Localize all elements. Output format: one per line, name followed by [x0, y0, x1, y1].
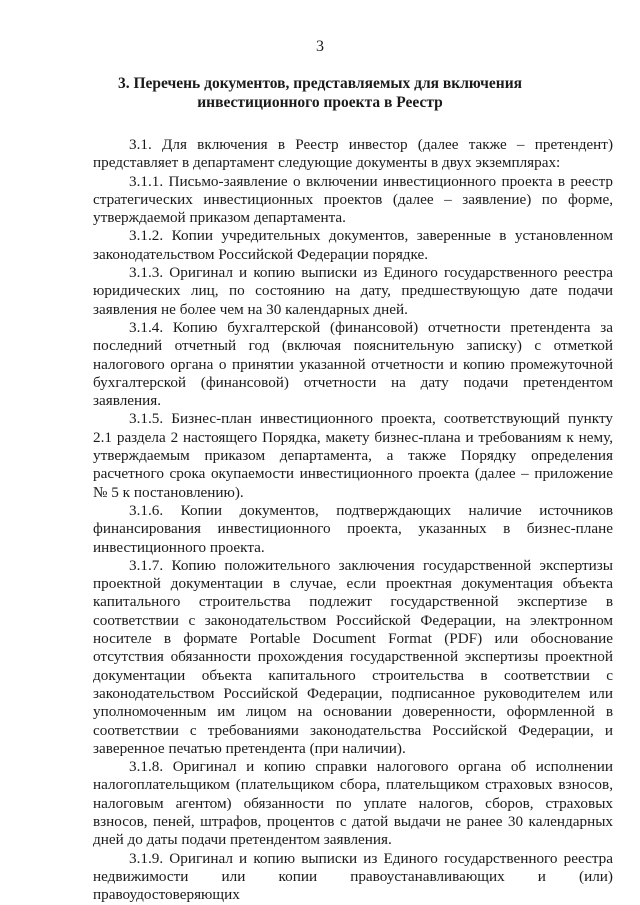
section-heading: 3. Перечень документов, представляемых для включения инвестиционного проекта в Реестр: [117, 75, 523, 111]
paragraph-3-1-1: 3.1.1. Письмо-заявление о включении инвестиционного проекта в реестр стратегических инвестиционных проектов (далее – заявление) по форме, утверждаемой приказом департамента.: [93, 172, 613, 227]
paragraph-3-1-3: 3.1.3. Оригинал и копию выписки из Единого государственного реестра юридических лиц, по состоянию на дату, предшествующую дате подачи заявления не более чем на 30 календарных дней.: [93, 264, 613, 318]
document-body: [93, 136, 613, 904]
paragraph-3-1-2: 3.1.2. Копии учредительных документов, заверенные в установленном законодательством Российской Федерации порядке.: [93, 227, 613, 263]
page-number: 3: [316, 38, 324, 55]
paragraph-3-1-5: 3.1.5. Бизнес-план инвестиционного проекта, соответствующий пункту 2.1 раздела 2 настоящего Порядка, макету бизнес-плана и требованиям к нему, утверждаемым приказом департамента, а также Порядку определения расчетного срока окупаемости инвестиционного проекта (далее – приложение № 5 к постановлению).: [93, 410, 613, 501]
paragraph-3-1-6: 3.1.6. Копии документов, подтверждающих наличие источников финансирования инвестиционного проекта, указанных в бизнес-плане инвестиционного проекта.: [93, 501, 613, 556]
paragraph-3-1-8: 3.1.8. Оригинал и копию справки налогового органа об исполнении налогоплательщиком (плательщиком сбора, плательщиком страховых взносов, налоговым агентом) обязанности по уплате налогов, сборов, страховых взносов, пеней, штрафов, процентов с датой выдачи не ранее 30 календарных дней до даты подачи претендентом заявления.: [93, 758, 613, 849]
paragraph-3-1: 3.1. Для включения в Реестр инвестор (далее также – претендент) представляет в департамент следующие документы в двух экземплярах:: [93, 136, 613, 172]
paragraph-3-1-7: 3.1.7. Копию положительного заключения государственной экспертизы проектной документации в случае, если проектная документация объекта капитального строительства подлежит государственной экспертизе в соответствии с законодательством Российской Федерации, на электронном носителе в формате Portable Document Format (PDF) или обоснование отсутствия обязанности прохождения государственной экспертизы проектной документации объекта капитального строительства в соответствии с законодательством Российской Федерации, подписанное руководителем или уполномоченным им лицом на основании доверенности, оформленной в соответствии с требованиями законодательства Российской Федерации, и заверенное печатью претендента (при наличии).: [93, 556, 613, 757]
paragraph-3-1-9: 3.1.9. Оригинал и копию выписки из Единого государственного реестра недвижимости или копии правоустанавливающих и (или) правоудостоверяющих: [93, 849, 613, 904]
paragraph-3-1-4: 3.1.4. Копию бухгалтерской (финансовой) отчетности претендента за последний отчетный год (включая пояснительную записку) с отметкой налогового органа о принятии указанной отчетности и копию промежуточной бухгалтерской (финансовой) отчетности на дату подачи претендентом заявления.: [93, 318, 613, 410]
